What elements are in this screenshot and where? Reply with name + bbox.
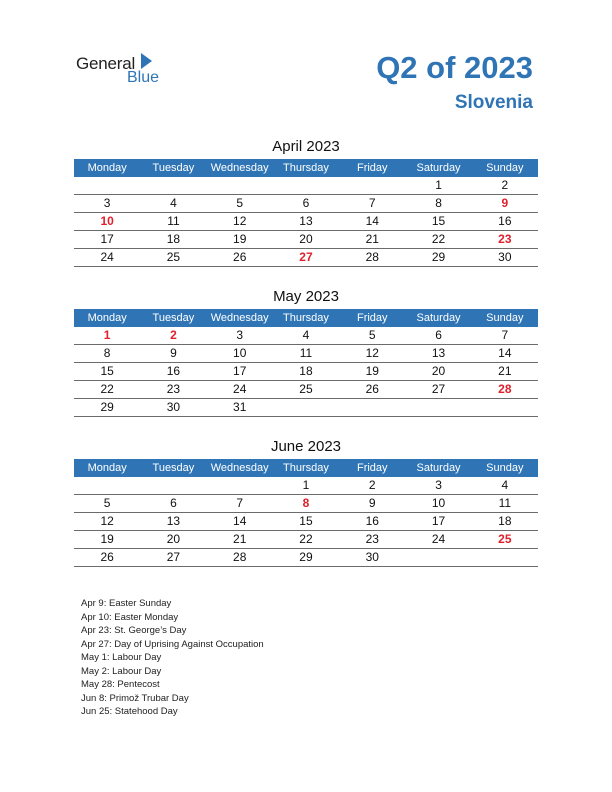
day-cell: 1 xyxy=(435,178,442,192)
day-cell xyxy=(339,399,405,416)
day-cell: 14 xyxy=(365,214,379,228)
day-cell: 27 xyxy=(431,382,446,396)
day-cell: 28 xyxy=(233,550,247,564)
weekday-label: Tuesday xyxy=(152,462,195,474)
day-cell: 13 xyxy=(299,214,313,228)
day-cell: 30 xyxy=(166,400,181,414)
week-row xyxy=(74,477,538,495)
day-cell: 16 xyxy=(498,214,512,228)
day-cell: 15 xyxy=(431,214,446,228)
day-cell: 5 xyxy=(103,496,111,510)
page-title: Q2 of 2023 xyxy=(376,50,533,85)
day-cell: 28 xyxy=(365,250,379,264)
day-cell xyxy=(273,399,339,416)
weekday-label: Tuesday xyxy=(152,162,195,174)
day-cell: 24 xyxy=(100,250,114,264)
day-cell: 22 xyxy=(100,382,114,396)
country-subtitle: Slovenia xyxy=(454,92,533,113)
day-cell: 16 xyxy=(365,514,379,528)
weekday-label: Thursday xyxy=(283,462,329,474)
holiday-note: Jun 8: Primož Trubar Day xyxy=(81,692,189,704)
weekday-header xyxy=(74,159,538,177)
day-cell xyxy=(339,177,405,194)
day-cell: 14 xyxy=(233,514,247,528)
day-cell: 9 xyxy=(170,346,177,360)
day-cell xyxy=(405,399,471,416)
day-cell: 3 xyxy=(435,478,442,492)
day-cell: 18 xyxy=(166,232,181,246)
day-cell: 12 xyxy=(233,214,247,228)
day-cell xyxy=(74,177,140,194)
day-cell: 15 xyxy=(299,514,313,528)
month-may xyxy=(74,286,538,417)
day-cell: 17 xyxy=(431,514,446,528)
day-cell: 25 xyxy=(299,382,313,396)
day-cell: 11 xyxy=(498,496,512,510)
week-row xyxy=(74,195,538,213)
day-cell: 9 xyxy=(368,496,376,510)
week-row xyxy=(74,513,538,531)
weekday-label: Saturday xyxy=(416,312,461,324)
day-cell: 12 xyxy=(100,514,114,528)
holiday-note: May 1: Labour Day xyxy=(81,652,162,663)
week-row xyxy=(74,177,538,195)
holiday-note: Apr 10: Easter Monday xyxy=(81,611,179,623)
week-row xyxy=(74,213,538,231)
day-cell: 19 xyxy=(100,532,114,546)
weekday-label: Thursday xyxy=(283,312,329,324)
week-row xyxy=(74,495,538,513)
weekday-label: Wednesday xyxy=(210,462,269,474)
day-cell: 5 xyxy=(236,196,244,210)
generalblue-logo xyxy=(76,52,176,88)
day-cell: 27 xyxy=(299,250,313,264)
day-cell: 2 xyxy=(501,178,509,192)
day-cell: 30 xyxy=(365,550,379,564)
day-cell: 7 xyxy=(236,496,244,510)
month-april xyxy=(74,136,538,267)
weekday-label: Thursday xyxy=(283,162,329,174)
day-cell: 17 xyxy=(100,232,114,246)
day-cell: 12 xyxy=(365,346,379,360)
day-cell: 3 xyxy=(236,328,244,342)
week-row xyxy=(74,531,538,549)
day-cell: 19 xyxy=(365,364,379,378)
day-cell xyxy=(273,177,339,194)
day-cell: 8 xyxy=(435,196,442,210)
day-cell xyxy=(472,549,538,566)
week-row xyxy=(74,231,538,249)
day-cell: 20 xyxy=(431,364,446,378)
day-cell: 19 xyxy=(233,232,247,246)
day-cell: 30 xyxy=(498,250,512,264)
weekday-label: Wednesday xyxy=(210,162,269,174)
day-cell: 6 xyxy=(302,196,310,210)
weekday-label: Friday xyxy=(356,312,388,324)
day-cell: 20 xyxy=(166,532,181,546)
holiday-note: May 28: Pentecost xyxy=(81,679,160,690)
day-cell: 9 xyxy=(501,196,509,210)
day-cell: 11 xyxy=(167,214,180,228)
week-row xyxy=(74,363,538,381)
weekday-label: Monday xyxy=(87,462,127,474)
day-cell: 7 xyxy=(368,196,376,210)
weekday-label: Wednesday xyxy=(210,312,269,324)
day-cell: 16 xyxy=(166,364,181,378)
day-cell xyxy=(207,177,273,194)
weekday-header xyxy=(74,309,538,327)
day-cell: 22 xyxy=(299,532,313,546)
day-cell: 21 xyxy=(233,532,247,546)
day-cell xyxy=(472,399,538,416)
day-cell: 8 xyxy=(302,496,310,510)
day-cell xyxy=(207,477,273,494)
week-row xyxy=(74,345,538,363)
month-title: May 2023 xyxy=(273,288,339,305)
weekday-label: Monday xyxy=(87,162,127,174)
day-cell: 23 xyxy=(365,532,379,546)
logo-general-text: General xyxy=(76,54,136,73)
day-cell: 27 xyxy=(166,550,181,564)
holiday-note: Apr 23: St. George’s Day xyxy=(81,625,187,636)
day-cell: 7 xyxy=(501,328,509,342)
day-cell: 18 xyxy=(498,514,512,528)
holiday-note: Apr 27: Day of Uprising Against Occupation xyxy=(81,638,264,650)
day-cell xyxy=(140,477,206,494)
day-cell: 1 xyxy=(103,328,111,342)
day-cell: 14 xyxy=(498,346,512,360)
day-cell: 4 xyxy=(170,196,177,210)
week-row xyxy=(74,327,538,345)
weekday-label: Sunday xyxy=(486,312,524,324)
day-cell: 13 xyxy=(166,514,181,528)
holiday-note: Apr 9: Easter Sunday xyxy=(81,598,172,609)
day-cell: 4 xyxy=(302,328,310,342)
day-cell: 2 xyxy=(170,328,177,342)
weekday-label: Sunday xyxy=(486,162,524,174)
day-cell: 26 xyxy=(365,382,379,396)
day-cell: 8 xyxy=(103,346,111,360)
day-cell: 22 xyxy=(431,232,446,246)
day-cell: 2 xyxy=(368,478,376,492)
weekday-label: Saturday xyxy=(416,462,461,474)
month-title: April 2023 xyxy=(272,138,340,155)
day-cell: 20 xyxy=(299,232,313,246)
day-cell: 5 xyxy=(368,328,376,342)
day-cell: 11 xyxy=(299,346,313,360)
day-cell: 24 xyxy=(233,382,247,396)
month-title: June 2023 xyxy=(270,438,342,455)
weekday-label: Friday xyxy=(356,162,388,174)
day-cell: 23 xyxy=(498,232,512,246)
day-cell: 29 xyxy=(299,550,313,564)
weekday-label: Monday xyxy=(87,312,127,324)
day-cell: 18 xyxy=(299,364,313,378)
day-cell: 10 xyxy=(233,346,247,360)
day-cell: 17 xyxy=(233,364,247,378)
day-cell: 1 xyxy=(302,478,310,492)
week-row xyxy=(74,549,538,567)
day-cell: 29 xyxy=(100,400,114,414)
day-cell: 6 xyxy=(170,496,177,510)
day-cell: 25 xyxy=(498,532,512,546)
month-june xyxy=(74,436,538,567)
day-cell: 3 xyxy=(103,196,111,210)
week-row xyxy=(74,381,538,399)
day-cell: 24 xyxy=(431,532,446,546)
day-cell: 28 xyxy=(498,382,512,396)
day-cell: 21 xyxy=(498,364,512,378)
weekday-label: Saturday xyxy=(416,162,461,174)
weekday-header xyxy=(74,459,538,477)
day-cell: 26 xyxy=(100,550,114,564)
holiday-note: May 2: Labour Day xyxy=(81,665,162,677)
week-row xyxy=(74,249,538,267)
day-cell: 25 xyxy=(166,250,181,264)
holiday-note: Jun 25: Statehood Day xyxy=(81,706,178,717)
day-cell: 26 xyxy=(233,250,247,264)
day-cell: 23 xyxy=(166,382,181,396)
day-cell: 10 xyxy=(100,214,114,228)
week-row xyxy=(74,399,538,417)
day-cell: 4 xyxy=(501,478,509,492)
holiday-notes-list xyxy=(81,597,264,719)
day-cell: 6 xyxy=(435,328,442,342)
day-cell: 15 xyxy=(100,364,114,378)
day-cell xyxy=(74,477,140,494)
day-cell xyxy=(405,549,471,566)
weekday-label: Tuesday xyxy=(152,312,195,324)
weekday-label: Sunday xyxy=(486,462,524,474)
logo-flag-icon xyxy=(141,53,152,69)
day-cell: 10 xyxy=(431,496,446,510)
day-cell: 31 xyxy=(233,400,247,414)
logo-blue-text: Blue xyxy=(127,69,160,86)
weekday-label: Friday xyxy=(356,462,388,474)
day-cell xyxy=(140,177,206,194)
day-cell: 29 xyxy=(431,250,446,264)
day-cell: 21 xyxy=(365,232,379,246)
day-cell: 13 xyxy=(431,346,446,360)
